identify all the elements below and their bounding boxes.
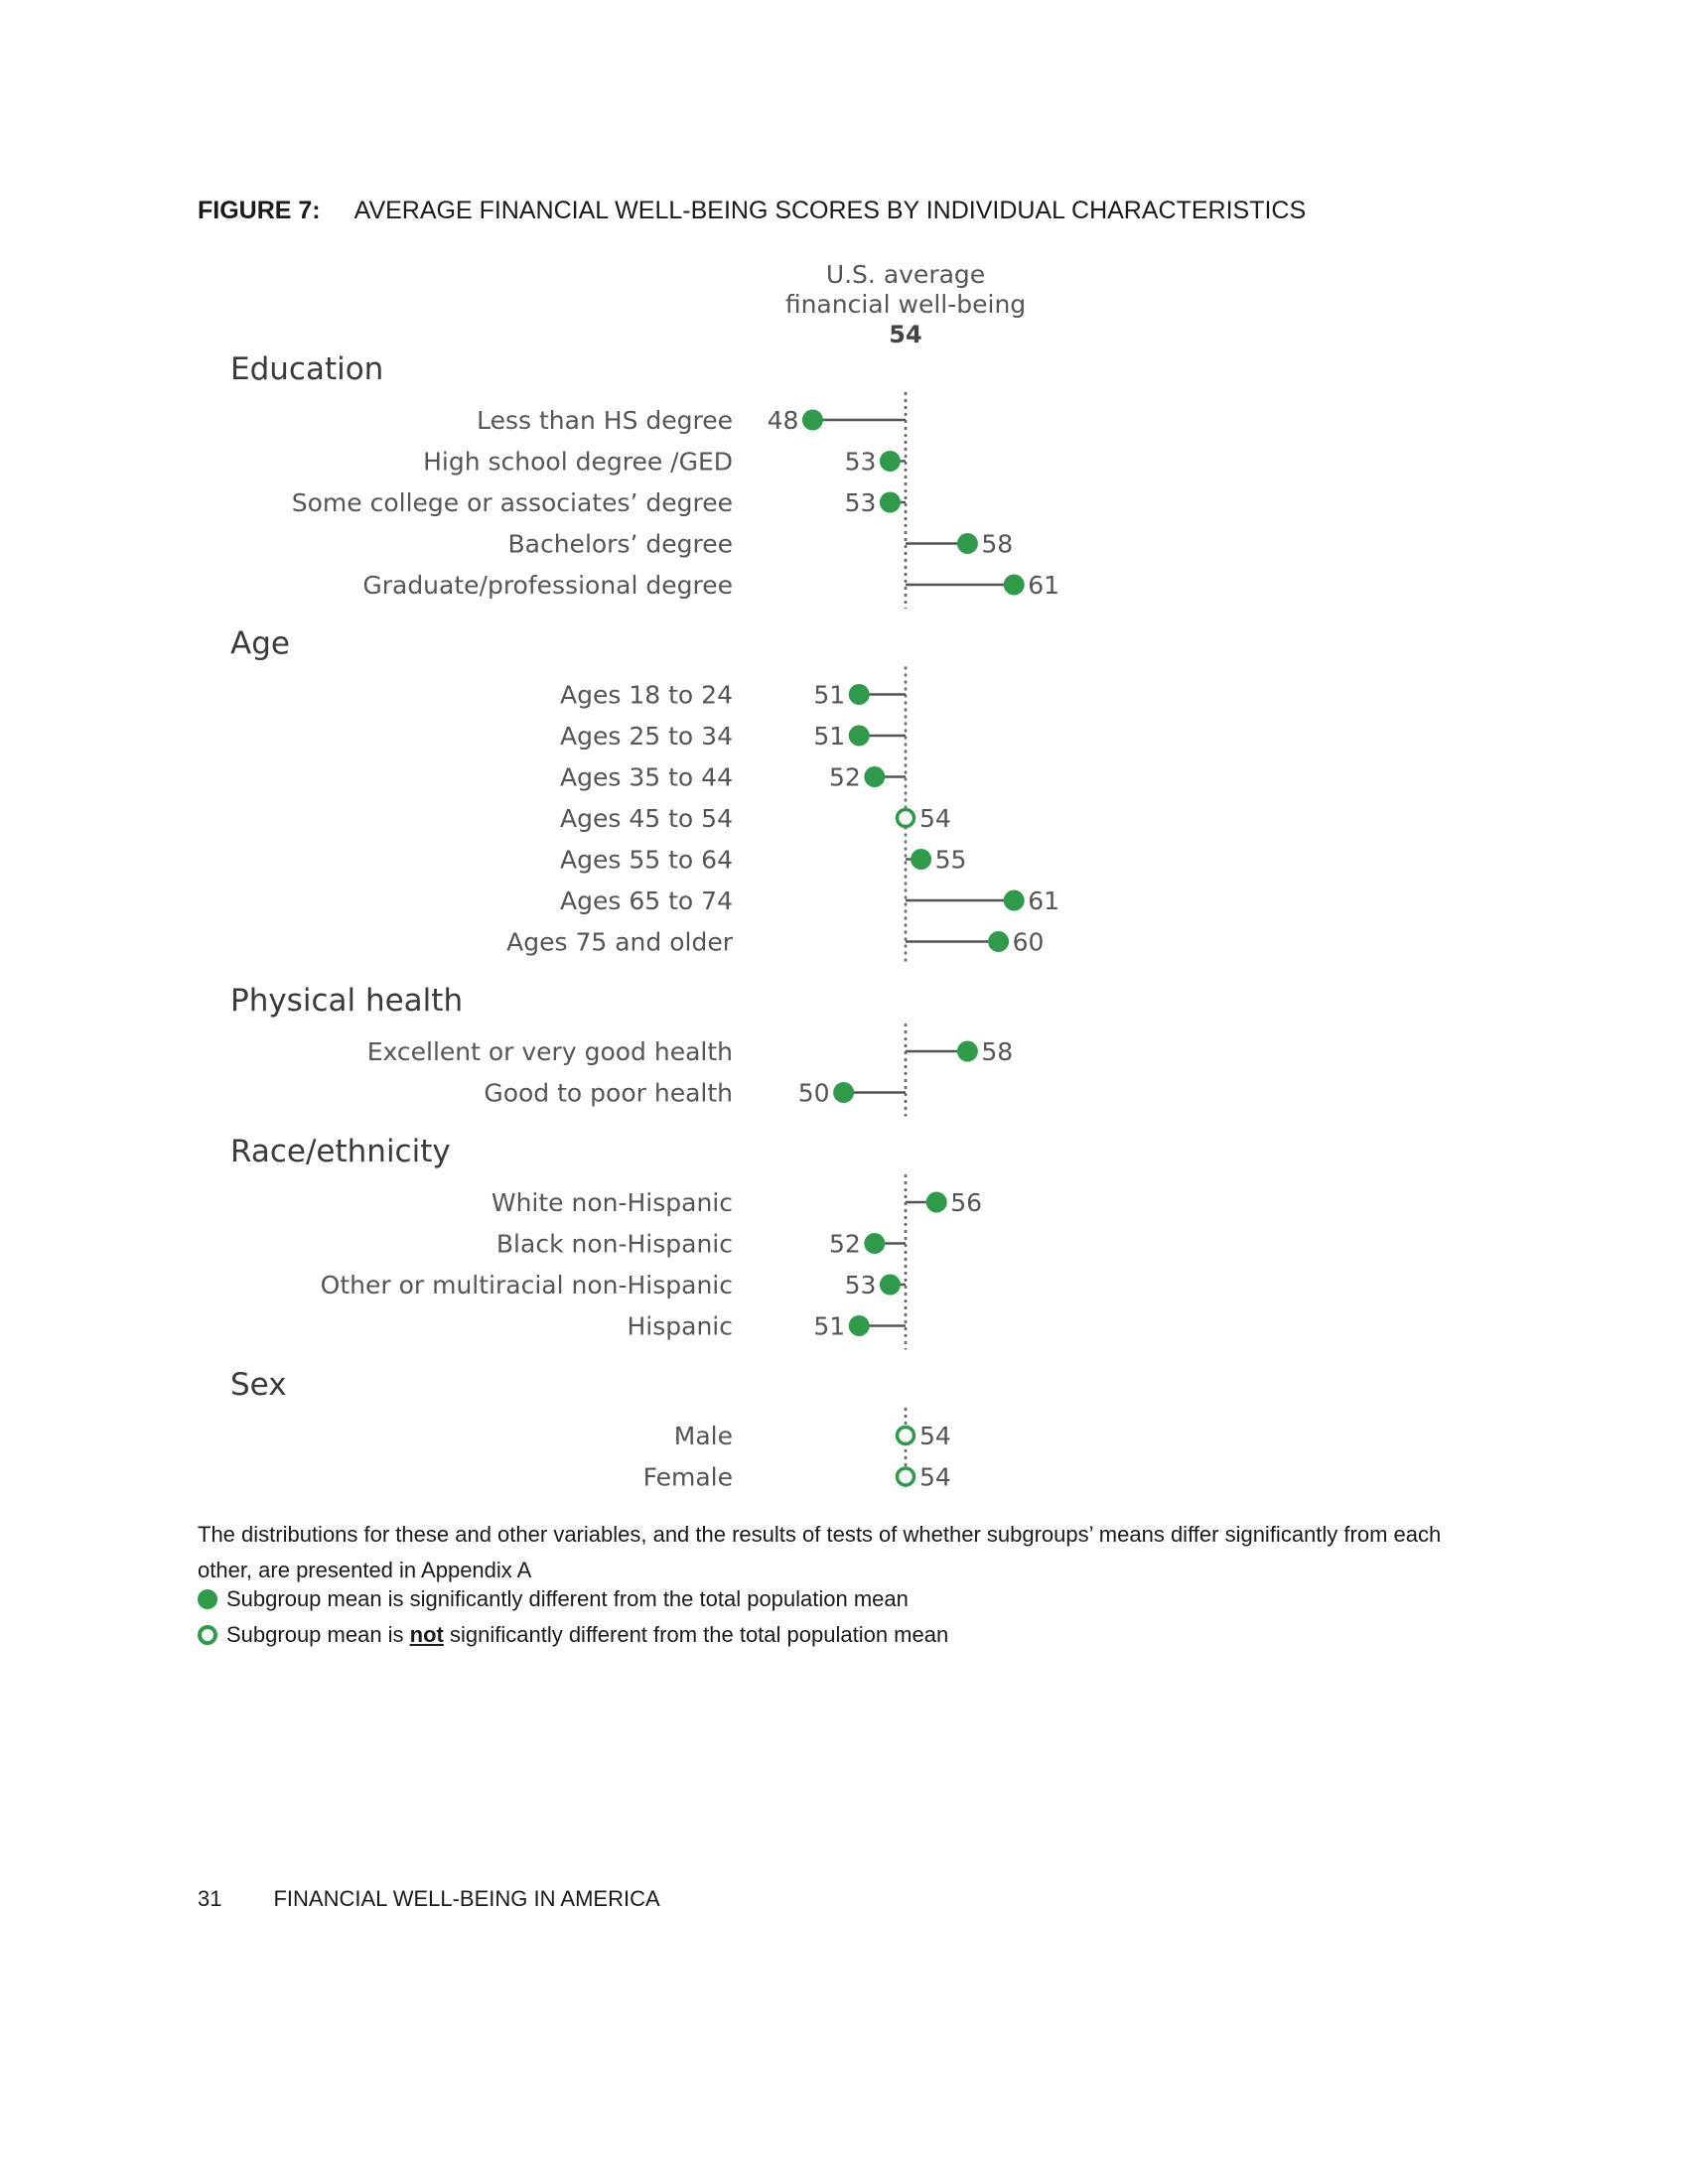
value-label: 53 [844, 447, 877, 477]
value-label: 51 [813, 680, 846, 710]
legend-significant-label: Subgroup mean is significantly different from the total population mean [226, 1586, 909, 1611]
row-label: White non-Hispanic [491, 1188, 733, 1217]
data-point-filled [926, 1192, 947, 1213]
row-label: Ages 18 to 24 [560, 680, 733, 710]
data-point-filled [849, 1315, 870, 1336]
value-label: 53 [844, 488, 877, 517]
data-point-filled [833, 1082, 854, 1103]
legend-text-prefix: Subgroup mean is [226, 1622, 410, 1647]
legend-not-significant-label [226, 1622, 948, 1648]
row-label: Male [673, 1422, 733, 1450]
data-point-filled [864, 766, 885, 787]
row-label: Some college or associates’ degree [291, 488, 733, 517]
value-label: 54 [919, 1422, 951, 1450]
legend-significant [198, 1586, 909, 1612]
page-number: 31 [198, 1886, 222, 1911]
data-point-filled [957, 533, 978, 554]
value-label: 55 [934, 845, 967, 875]
row-label: Hispanic [627, 1311, 733, 1341]
value-label: 61 [1028, 571, 1060, 600]
value-label: 52 [828, 762, 861, 792]
row-label: Good to poor health [484, 1078, 733, 1108]
data-point-open [898, 810, 914, 827]
legend-text-suffix: significantly different from the total population mean [443, 1622, 949, 1647]
data-point-open [898, 1468, 914, 1485]
reference-label-line-1: U.S. average [825, 260, 986, 289]
legend-not-significant [198, 1622, 948, 1648]
data-point-filled [880, 492, 901, 513]
value-label: 56 [950, 1188, 983, 1217]
data-point-filled [1004, 890, 1025, 911]
row-label: Ages 55 to 64 [560, 845, 733, 875]
data-point-open [898, 1428, 914, 1444]
row-label: High school degree /GED [423, 447, 733, 477]
row-label: Graduate/professional degree [362, 571, 733, 600]
value-label: 61 [1028, 887, 1060, 915]
group-heading: Sex [230, 1367, 287, 1403]
data-point-filled [957, 1041, 978, 1062]
chart-note: The distributions for these and other variables, and the results of tests of whether subgroups’ means differ significantly from each other, are presented in Appendix A [198, 1522, 1442, 1582]
row-label: Black non-Hispanic [495, 1229, 733, 1259]
value-label: 58 [981, 1037, 1014, 1066]
value-label: 48 [767, 406, 799, 435]
reference-label-line-2: financial well-being [784, 290, 1027, 319]
value-label: 58 [981, 529, 1014, 559]
value-label: 60 [1012, 927, 1045, 957]
value-label: 51 [813, 722, 846, 751]
reference-value-label: 54 [889, 321, 922, 348]
data-point-filled [911, 849, 931, 870]
row-label: Ages 25 to 34 [560, 722, 733, 751]
figure-number: FIGURE 7: [198, 197, 321, 224]
row-label: Ages 35 to 44 [560, 762, 733, 792]
row-label: Female [642, 1462, 733, 1489]
row-label: Excellent or very good health [366, 1037, 733, 1066]
value-label: 52 [828, 1229, 861, 1259]
open-circle-icon [198, 1625, 217, 1645]
value-label: 54 [919, 1462, 951, 1489]
data-point-filled [988, 931, 1009, 952]
value-label: 53 [844, 1271, 877, 1299]
value-label: 54 [919, 804, 951, 833]
data-point-filled [864, 1233, 885, 1254]
row-label: Ages 65 to 74 [560, 887, 733, 915]
value-label: 50 [797, 1078, 830, 1108]
data-point-filled [1004, 575, 1025, 596]
row-label: Ages 45 to 54 [560, 804, 733, 833]
page-footer [198, 1886, 660, 1912]
group-heading: Age [230, 625, 290, 662]
group-heading: Physical health [230, 983, 464, 1019]
data-point-filled [802, 410, 823, 431]
data-point-filled [849, 726, 870, 747]
row-label: Bachelors’ degree [507, 529, 733, 559]
data-point-filled [849, 684, 870, 705]
filled-circle-icon [198, 1589, 217, 1609]
value-label: 51 [813, 1311, 846, 1341]
data-point-filled [880, 451, 901, 472]
footer-title: FINANCIAL WELL-BEING IN AMERICA [273, 1886, 660, 1911]
data-point-filled [880, 1275, 901, 1296]
legend-text-emphasis: not [409, 1622, 444, 1647]
figure-title-text: AVERAGE FINANCIAL WELL-BEING SCORES BY INDIVIDUAL CHARACTERISTICS [353, 197, 1307, 224]
group-heading: Race/ethnicity [230, 1134, 451, 1169]
row-label: Less than HS degree [477, 406, 733, 435]
row-label: Ages 75 and older [506, 927, 733, 957]
group-heading: Education [230, 351, 384, 387]
row-label: Other or multiracial non-Hispanic [320, 1271, 733, 1299]
